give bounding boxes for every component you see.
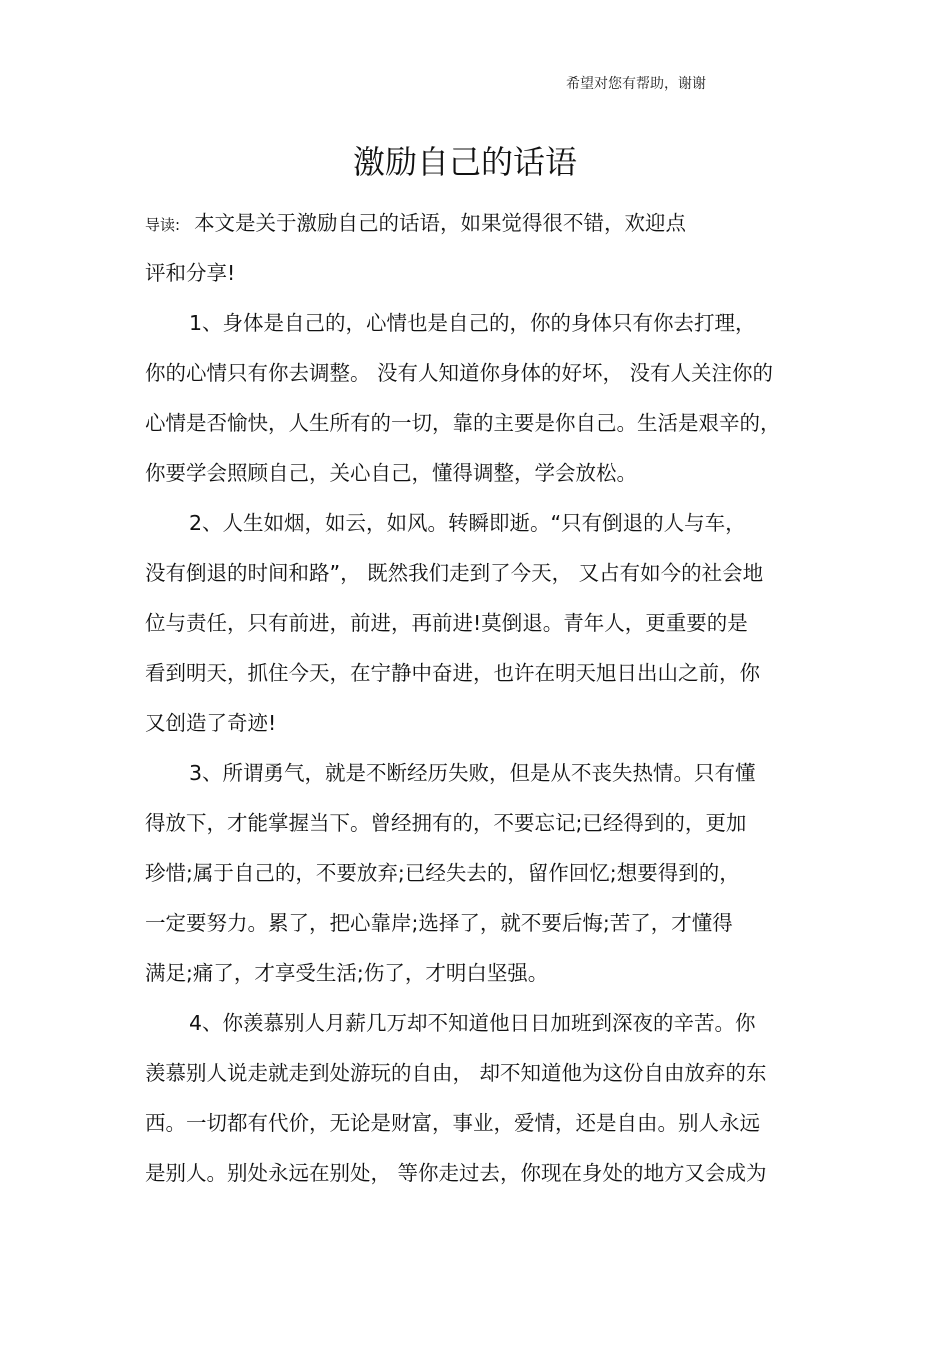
paragraph-line: 你的心情只有你去调整。 没有人知道你身体的好坏， 没有人关注你的 bbox=[145, 361, 774, 385]
intro-text: 本文是关于激励自己的话语，如果觉得很不错，欢迎点 bbox=[194, 211, 687, 235]
paragraph-line: 一定要努力。累了，把心靠岸;选择了，就不要后悔;苦了，才懂得 bbox=[145, 911, 733, 935]
paragraph-line: 3、所谓勇气，就是不断经历失败，但是从不丧失热情。只有懂 bbox=[189, 761, 756, 785]
paragraph-line: 1、身体是自己的，心情也是自己的，你的身体只有你去打理， bbox=[189, 311, 756, 335]
header-note: 希望对您有帮助，谢谢 bbox=[566, 76, 706, 92]
paragraph-1 bbox=[145, 298, 805, 498]
paragraph-2 bbox=[145, 498, 805, 748]
intro-line bbox=[145, 198, 805, 248]
intro-line: 评和分享! bbox=[145, 261, 236, 285]
paragraph-line: 珍惜;属于自己的，不要放弃;已经失去的，留作回忆;想要得到的， bbox=[145, 861, 740, 885]
paragraph-line: 又创造了奇迹! bbox=[145, 711, 277, 735]
paragraph-line: 满足;痛了，才享受生活;伤了，才明白坚强。 bbox=[145, 961, 549, 985]
paragraph-line: 2、人生如烟，如云，如风。转瞬即逝。“只有倒退的人与车， bbox=[189, 511, 746, 535]
paragraph-line: 得放下，才能掌握当下。曾经拥有的，不要忘记;已经得到的，更加 bbox=[145, 811, 747, 835]
paragraph-line: 西。一切都有代价，无论是财富，事业，爱情，还是自由。别人永远 bbox=[145, 1111, 760, 1135]
paragraph-line: 心情是否愉快，人生所有的一切，靠的主要是你自己。生活是艰辛的， bbox=[145, 411, 781, 435]
paragraph-line: 没有倒退的时间和路”， 既然我们走到了今天， 又占有如今的社会地 bbox=[145, 561, 764, 585]
intro-label: 导读: bbox=[145, 216, 181, 234]
body-text bbox=[145, 298, 805, 1198]
paragraph-line: 看到明天，抓住今天，在宁静中奋进，也许在明天旭日出山之前，你 bbox=[145, 661, 760, 685]
paragraph-3 bbox=[145, 748, 805, 998]
paragraph-line: 是别人。别处永远在别处， 等你走过去，你现在身处的地方又会成为 bbox=[145, 1161, 767, 1185]
intro-section bbox=[145, 198, 805, 298]
paragraph-line: 4、你羡慕别人月薪几万却不知道他日日加班到深夜的辛苦。你 bbox=[189, 1011, 756, 1035]
paragraph-line: 位与责任，只有前进，前进，再前进!莫倒退。青年人，更重要的是 bbox=[145, 611, 748, 635]
document-title: 激励自己的话语 bbox=[352, 143, 577, 181]
paragraph-line: 羡慕别人说走就走到处游玩的自由， 却不知道他为这份自由放弃的东 bbox=[145, 1061, 767, 1085]
paragraph-4 bbox=[145, 998, 805, 1198]
paragraph-line: 你要学会照顾自己，关心自己，懂得调整，学会放松。 bbox=[145, 461, 637, 485]
